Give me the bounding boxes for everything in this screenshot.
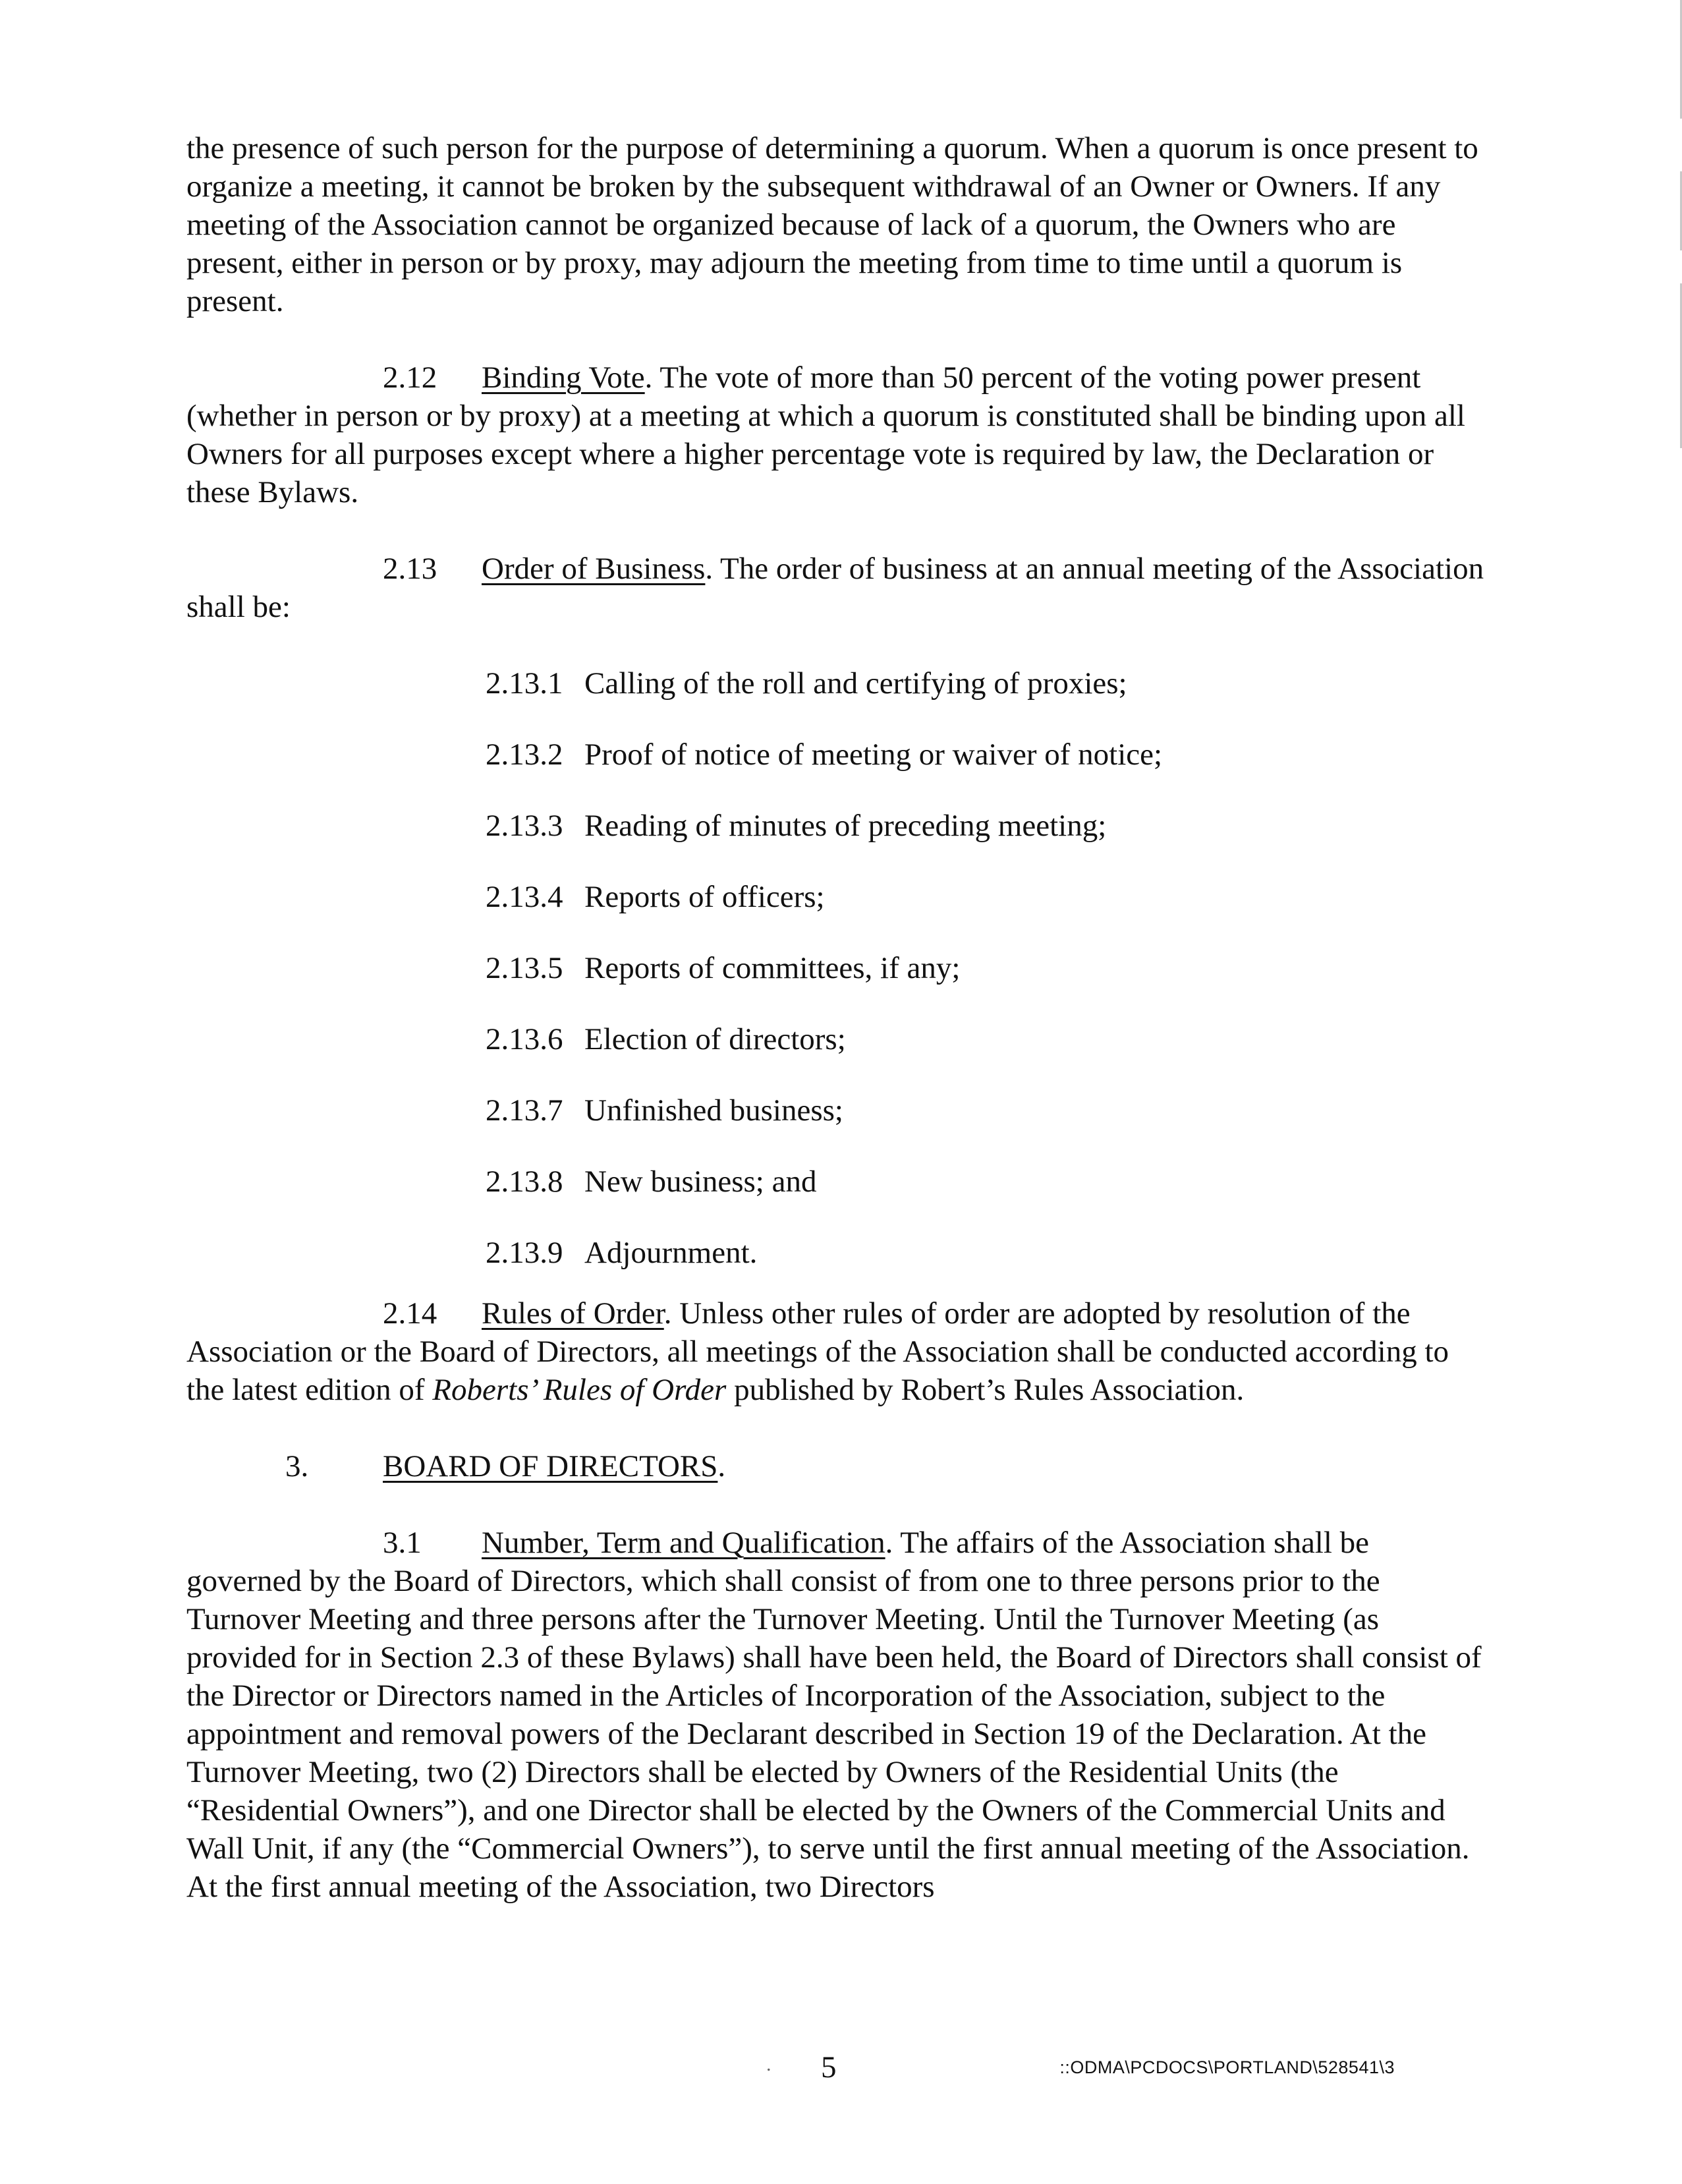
section-text: . The order of business at an annual meeting of the Association shall be:	[186, 552, 1484, 624]
section-number: 3.1	[383, 1526, 422, 1560]
italic-title: Roberts’ Rules of Order	[432, 1373, 727, 1407]
list-item: 2.13.4 Reports of officers;	[486, 880, 825, 914]
section-heading: Rules of Order	[482, 1296, 664, 1331]
section-text: . Unless other rules of order are adopted by resolution of the Association or the Board of Directors, all meetings of the Association shall be conducted according to the latest edition of	[186, 1296, 1449, 1407]
intro-paragraph: the presence of such person for the purpose of determining a quorum. When a quorum is once present to organize a meeting, it cannot be broken by the subsequent withdrawal of an Owner or Owners. If any meeting of the Association cannot be organized because of lack of a quorum, the Owners who are present, either in person or by proxy, may adjourn the meeting from time to time until a quorum is present.	[186, 131, 1478, 318]
section-3-1	[186, 1524, 1488, 1906]
list-item: 2.13.5 Reports of committees, if any;	[486, 951, 961, 985]
section-number: 2.13	[383, 552, 437, 586]
list-item: 2.13.3 Reading of minutes of preceding meeting;	[486, 809, 1107, 843]
list-item: 2.13.9 Adjournment.	[486, 1236, 758, 1270]
list-item: 2.13.1 Calling of the roll and certifying of proxies;	[486, 666, 1127, 701]
section-heading: Binding Vote	[482, 360, 645, 395]
section-2-13	[186, 550, 1488, 626]
list-item: 2.13.8 New business; and	[486, 1164, 817, 1199]
list-item: 2.13.6 Election of directors;	[486, 1022, 846, 1056]
section-text-end: published by Robert’s Rules Association.	[726, 1373, 1245, 1407]
section-number: 3.	[285, 1449, 309, 1483]
section-number: 2.14	[383, 1296, 437, 1331]
document-page	[186, 129, 1488, 1906]
section-2-14	[186, 1294, 1488, 1409]
section-3-heading: 3. BOARD OF DIRECTORS.	[285, 1447, 1488, 1485]
footer-mark: .	[766, 2054, 771, 2075]
section-heading: BOARD OF DIRECTORS	[383, 1449, 718, 1483]
list-item: 2.13.7 Unfinished business;	[486, 1093, 843, 1128]
section-heading: Number, Term and Qualification	[482, 1526, 885, 1560]
order-of-business-list	[486, 664, 1488, 1272]
section-heading: Order of Business	[482, 552, 706, 586]
section-2-12	[186, 359, 1488, 511]
page-number: 5	[821, 2050, 837, 2084]
list-item: 2.13.2 Proof of notice of meeting or waiver of notice;	[486, 737, 1163, 772]
document-id: ::ODMA\PCDOCS\PORTLAND\528541\3	[1059, 2057, 1395, 2077]
section-text: . The affairs of the Association shall be governed by the Board of Directors, which shall consist of from one to three persons prior to the Turnover Meeting and three persons after the Turnover Meeting. Until the Turnover Meeting (as provided for in Section 2.3 of these Bylaws) shall have been held, the Board of Directors shall consist of the Director or Directors named in the Articles of Incorporation of the Association, subject to the appointment and removal powers of the Declarant described in Section 19 of the Declaration. At the Turnover Meeting, two (2) Directors shall be elected by Owners of the Residential Units (the “Residential Owners”), and one Director shall be elected by the Owners of the Commercial Units and Wall Unit, if any (the “Commercial Owners”), to serve until the first annual meeting of the Association. At the first annual meeting of the Association, two Directors	[186, 1526, 1482, 1904]
section-text: . The vote of more than 50 percent of the voting power present (whether in person or by proxy) at a meeting at which a quorum is constituted shall be binding upon all Owners for all purposes except where a higher percentage vote is required by law, the Declaration or these Bylaws.	[186, 360, 1465, 509]
section-number: 2.12	[383, 360, 437, 395]
page-footer	[0, 2050, 1682, 2089]
